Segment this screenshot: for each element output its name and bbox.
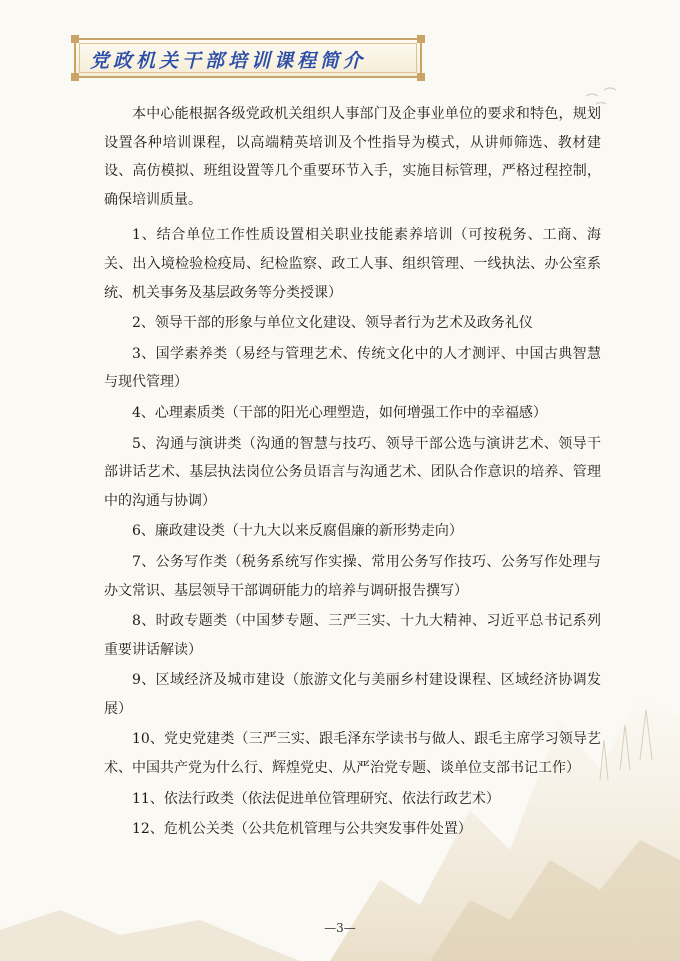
course-item: 12、危机公关类（公共危机管理与公共突发事件处置） [132, 821, 472, 838]
course-item: 6、廉政建设类（十九大以来反腐倡廉的新形势走向） [132, 523, 463, 540]
course-item: 2、领导干部的形象与单位文化建设、领导者行为艺术及政务礼仪 [132, 315, 533, 332]
course-item: 7、公务写作类（税务系统写作实操、常用公务写作技巧、公务写作处理与办文常识、基层领导干部调研能力的培养与调研报告撰写） [104, 553, 601, 599]
title-banner [74, 38, 422, 78]
course-item: 4、心理素质类（干部的阳光心理塑造，如何增强工作中的幸福感） [132, 404, 547, 421]
intro-paragraph: 本中心能根据各级党政机关组织人事部门及企事业单位的要求和特色，规划设置各种培训课程，以高端精英培训及个性指导为模式，从讲师筛选、教材建设、高仿模拟、班组设置等几个重要环节入手，实施目标管理，严格过程控制，确保培训质量。 [104, 106, 601, 208]
course-item: 8、时政专题类（中国梦专题、三严三实、十九大精神、习近平总书记系列重要讲话解读） [104, 613, 601, 658]
page-number: —3— [324, 921, 356, 935]
document-body [104, 100, 601, 846]
course-item: 3、国学素养类（易经与管理艺术、传统文化中的人才测评、中国古典智慧与现代管理） [104, 345, 601, 391]
frame-corner [71, 73, 79, 81]
course-item: 9、区域经济及城市建设（旅游文化与美丽乡村建设课程、区域经济协调发展） [104, 672, 601, 717]
course-item: 11、依法行政类（依法促进单位管理研究、依法行政艺术） [132, 790, 500, 807]
page-title: 党政机关干部培训课程简介 [90, 50, 367, 72]
course-item: 10、党史党建类（三严三实、跟毛泽东学读书与做人、跟毛主席学习领导艺术、中国共产党为什么行、辉煌党史、从严治党专题、谈单位支部书记工作） [104, 731, 601, 777]
frame-corner [417, 35, 425, 43]
frame-corner [71, 35, 79, 43]
course-item: 1、结合单位工作性质设置相关职业技能素养培训（可按税务、工商、海关、出入境检验检疫局、纪检监察、政工人事、组织管理、一线执法、办公室系统、机关事务及基层政务等分类授课） [104, 227, 601, 301]
frame-corner [417, 73, 425, 81]
course-item: 5、沟通与演讲类（沟通的智慧与技巧、领导干部公选与演讲艺术、领导干部讲话艺术、基层执法岗位公务员语言与沟通艺术、团队合作意识的培养、管理中的沟通与协调） [104, 435, 601, 509]
